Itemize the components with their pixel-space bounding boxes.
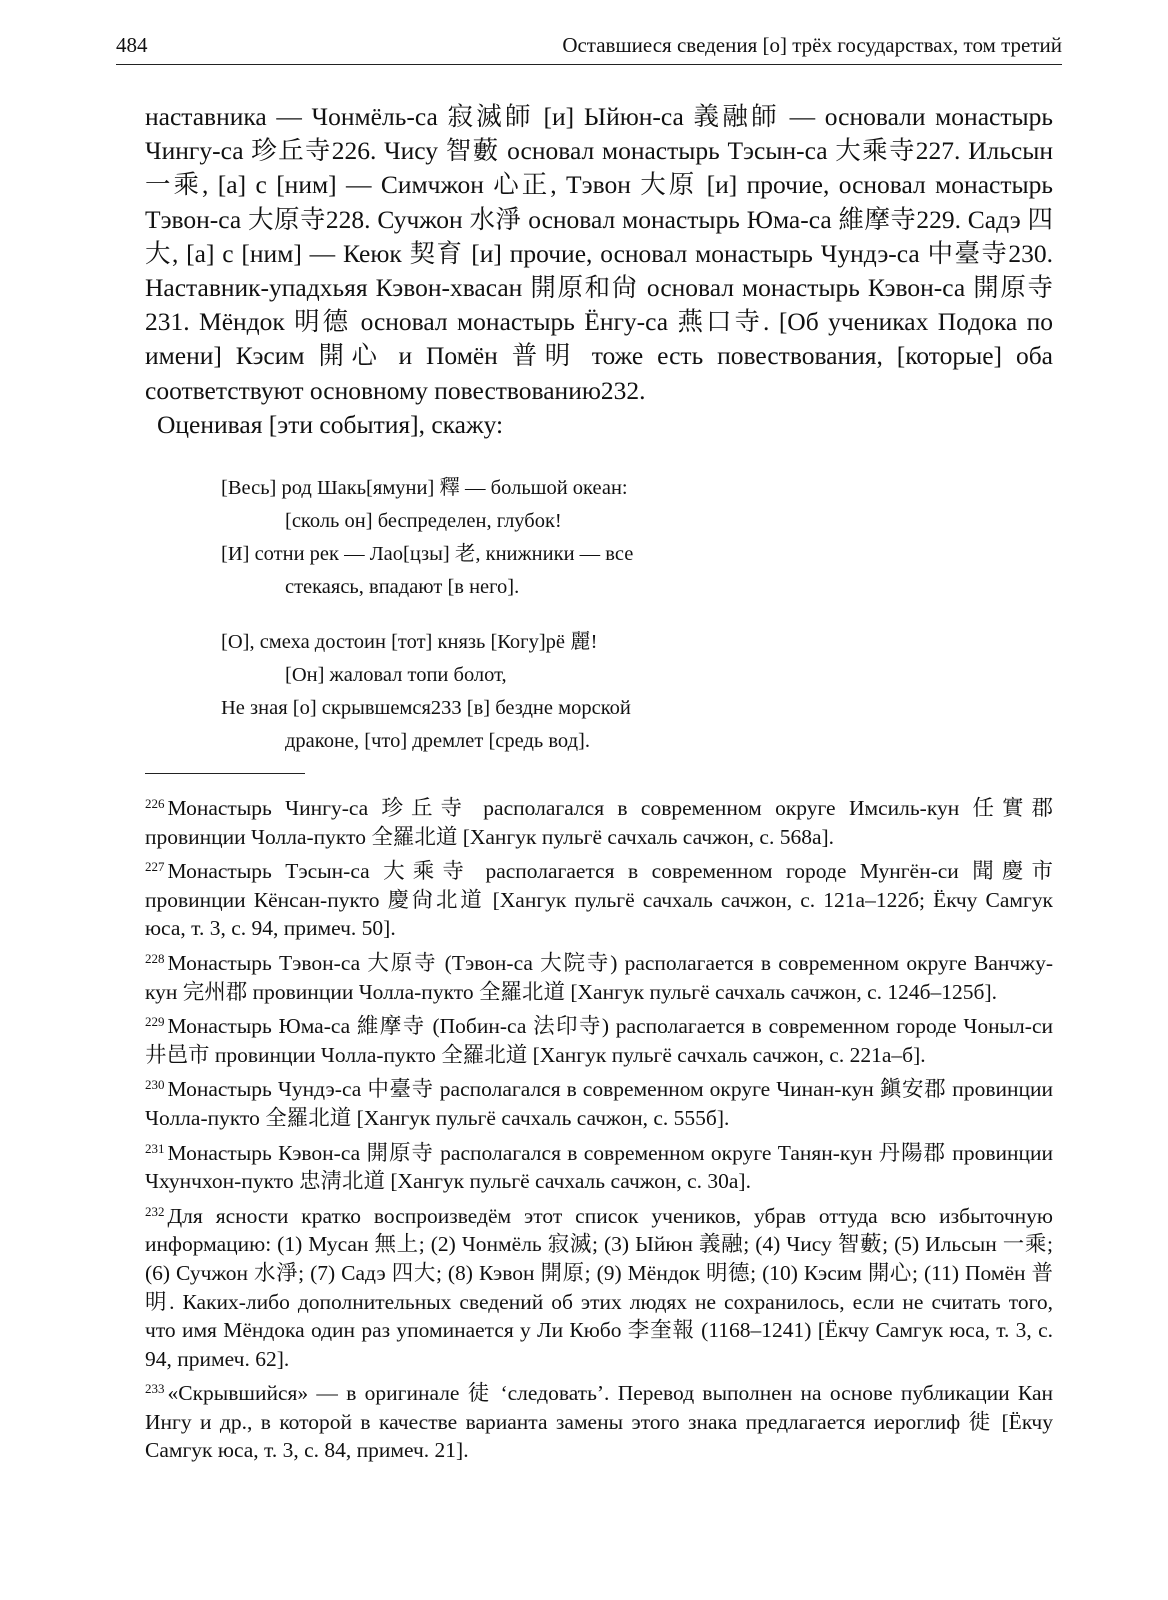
paragraph: наставника — Чонмёль-са 寂滅師 [и] Ыйюн-са 義融師 — основали монастырь Чингу-са 珍丘寺226. Чису 智藪 основал монастырь Тэсын-са 大乘寺227. Ильсын 一乘, [а] с [ним] — Симчжон 心正, Тэвон 大原 [и] прочие, основал монастырь Тэвон-са 大原寺228. Сучжон 水淨 основал монастырь Юма-са 維摩寺229. Садэ 四大, [а] с [ним] — Кеюк 契育 [и] прочие, основал монастырь Чундэ-са 中臺寺230. Наставник-упадхьяя Кэвон-хвасан 開原和尙 основал монастырь Кэвон-са 開原寺231. Мёндок 明德 основал монастырь Ёнгу-са 燕口寺. [Об учениках Подока по имени] Кэсим 開心 и Помён 普明 тоже есть повествования, [которые] оба соответствуют основному повествованию232. <box>145 102 1053 405</box>
verse-line: Не зная [о] скрывшемся233 [в] бездне морской <box>221 697 631 719</box>
footnote <box>145 945 1053 1006</box>
footnote-number: 233 <box>145 1381 165 1397</box>
footnote <box>145 853 1053 943</box>
footnote <box>145 1071 1053 1132</box>
running-header <box>116 30 1062 65</box>
footnote-number: 227 <box>145 859 165 875</box>
verse-line: стекаясь, впадают [в него]. <box>285 576 520 598</box>
footnote-number: 230 <box>145 1077 165 1093</box>
main-text <box>145 100 1053 442</box>
verse-stanza <box>221 626 781 758</box>
footnote-number: 229 <box>145 1014 165 1030</box>
footnote-text: Для ясности кратко воспроизведём этот список учеников, убрав оттуда всю избыточную информацию: (1) Мусан 無上; (2) Чонмёль 寂滅; (3) Ыйюн 義融; (4) Чису 智藪; (5) Ильсын 一乘; (6) Сучжон 水淨; (7) Садэ 四大; (8) Кэвон 開原; (9) Мёндок 明德; (10) Кэсим 開心; (11) Помён 普明. Каких-либо дополнительных сведений об этих людях не сохранилось, если не считать того, что имя Мёндока один раз упоминается у Ли Кюбо 李奎報 (1168–1241) [Ёкчу Самгук юса, т. 3, с. 94, примеч. 62]. <box>145 1203 1053 1371</box>
verse-line: драконе, [что] дремлет [средь вод]. <box>285 730 590 752</box>
footnote-text: Монастырь Тэсын-са 大乘寺 располагается в современном городе Мунгён-си 聞慶市 провинции Кёнсан-пукто 慶尙北道 [Хангук пульгё сачхаль сачжон, с. 121а–122б; Ёкчу Самгук юса, т. 3, с. 94, примеч. 50]. <box>145 859 1053 941</box>
verse-stanza <box>221 472 781 604</box>
verse-line: [Он] жаловал топи болот, <box>285 664 507 686</box>
footnote-text: Монастырь Чингу-са 珍丘寺 располагался в современном округе Имсиль-кун 任實郡 провинции Чолла-пукто 全羅北道 [Хангук пульгё сачхаль сачжон, с. 568а]. <box>145 796 1053 849</box>
footnotes <box>145 790 1053 1467</box>
footnote <box>145 790 1053 851</box>
footnote-text: Монастырь Юма-са 維摩寺 (Побин-са 法印寺) располагается в современном городе Чоныл-си 井邑市 провинции Чолла-пукто 全羅北道 [Хангук пульгё сачхаль сачжон, с. 221а–б]. <box>145 1014 1053 1067</box>
footnote-text: Монастырь Кэвон-са 開原寺 располагался в современном округе Танян-кун 丹陽郡 провинции Чхунчхон-пукто 忠淸北道 [Хангук пульгё сачхаль сачжон, с. 30а]. <box>145 1140 1053 1194</box>
footnote-text: «Скрывшийся» — в оригинале 徒 ‘следовать’. Перевод выполнен на основе публикации Кан Ингу и др., в которой в качестве варианта замены этого знака предлагается иероглиф 徙 [Ёкчу Самгук юса, т. 3, с. 84, примеч. 21]. <box>145 1381 1053 1463</box>
footnote-text: Монастырь Чундэ-са 中臺寺 располагался в современном округе Чинан-кун 鎭安郡 провинции Чолла-пукто 全羅北道 [Хангук пульгё сачхаль сачжон, с. 555б]. <box>145 1077 1053 1130</box>
page-number: 484 <box>116 33 148 57</box>
footnote-number: 226 <box>145 796 165 811</box>
verse-line: [И] сотни рек — Лао[цзы] 老, книжники — все <box>221 543 634 565</box>
running-title: Оставшиеся сведения [о] трёх государствах, том третий <box>562 33 1062 57</box>
footnote-number: 231 <box>145 1140 165 1156</box>
paragraph: Оценивая [эти события], скажу: <box>157 409 504 439</box>
footnote-number: 232 <box>145 1203 165 1219</box>
footnote <box>145 1008 1053 1069</box>
footnote-separator <box>145 773 305 774</box>
verse-line: [Весь] род Шакь[ямуни] 釋 — большой океан: <box>221 477 628 499</box>
footnote <box>145 1375 1053 1465</box>
footnote <box>145 1198 1053 1374</box>
verse-line: [О], смеха достоин [тот] князь [Когу]рё 麗! <box>221 631 598 653</box>
verse-line: [сколь он] беспределен, глубок! <box>285 510 562 532</box>
footnote-number: 228 <box>145 950 165 966</box>
footnote-text: Монастырь Тэвон-са 大原寺 (Тэвон-са 大院寺) располагается в современном округе Ванчжу-кун 完州郡 провинции Чолла-пукто 全羅北道 [Хангук пульгё сачхаль сачжон, с. 124б–125б]. <box>145 950 1053 1004</box>
footnote <box>145 1135 1053 1196</box>
verse <box>221 472 781 780</box>
